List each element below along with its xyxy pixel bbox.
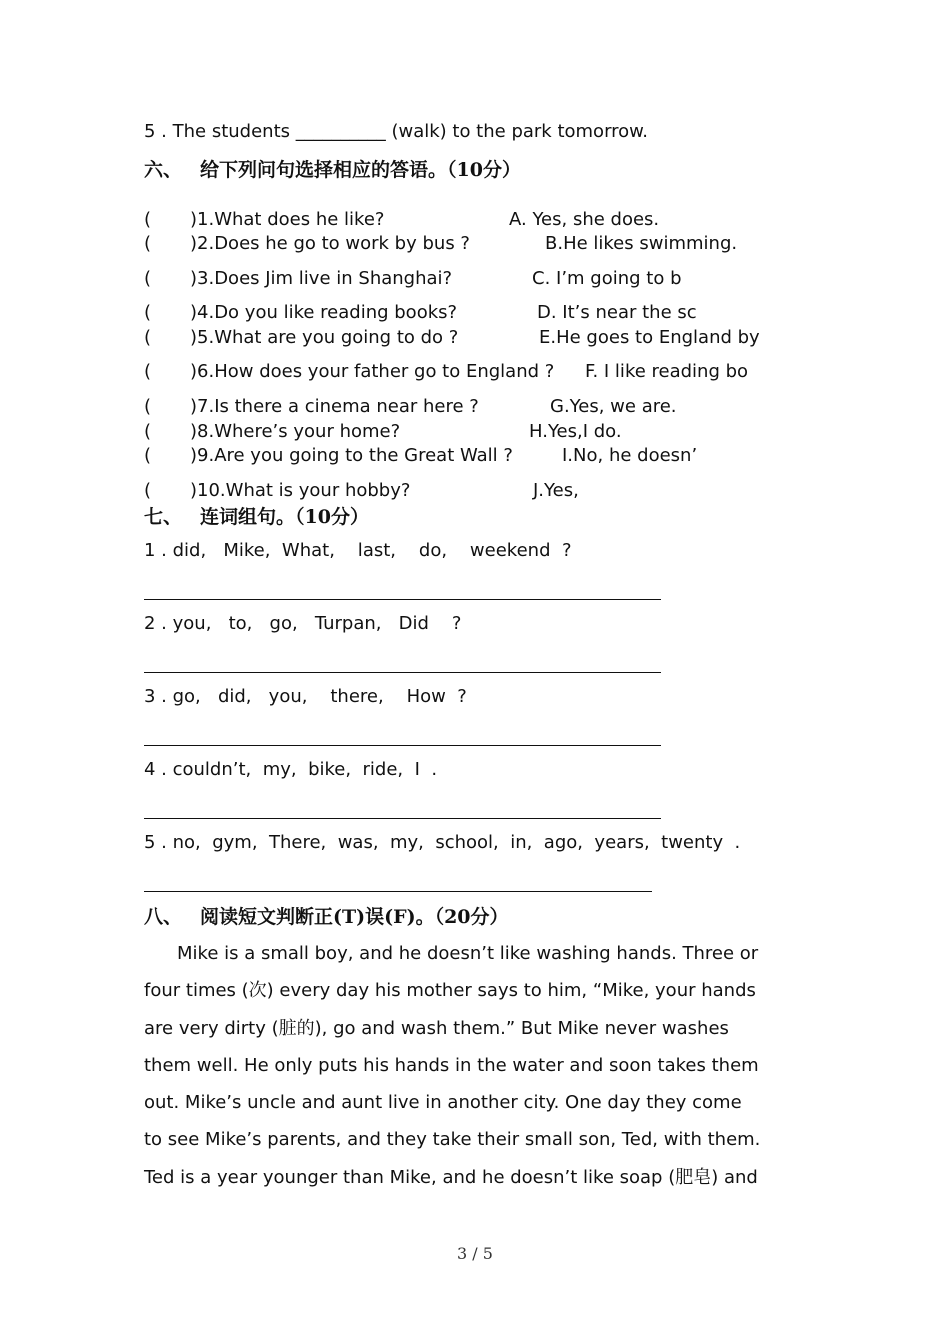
section-6-title: 给下列问句选择相应的答语。（10分）: [200, 159, 521, 181]
question-text: )2.Does he go to work by bus ?: [190, 233, 470, 254]
fill-blank-item-5: 5 . The students __________ (walk) to the park tomorrow.: [144, 121, 648, 142]
answer-line-2[interactable]: [144, 672, 661, 673]
question-text: )8.Where’s your home?: [190, 421, 401, 442]
page-number: 3 / 5: [457, 1244, 493, 1263]
passage-line: four times (次) every day his mother says to him, “Mike, your hands: [144, 980, 756, 1002]
passage-line: them well. He only puts his hands in the water and soon takes them: [144, 1054, 759, 1076]
question-text: )5.What are you going to do ?: [190, 327, 459, 348]
section-7-title: 连词组句。（10分）: [200, 506, 369, 528]
passage-line: out. Mike’s uncle and aunt live in another city. One day they come: [144, 1092, 742, 1114]
passage-line: Mike is a small boy, and he doesn’t like washing hands. Three or: [177, 943, 759, 964]
question-text: )7.Is there a cinema near here ?: [190, 396, 479, 417]
answer-paren[interactable]: (: [144, 209, 152, 230]
answer-paren[interactable]: (: [144, 233, 152, 254]
section-8-title: 阅读短文判断正(T)误(F)。（20分）: [200, 906, 509, 928]
answer-paren[interactable]: (: [144, 480, 152, 501]
answer-option: A. Yes, she does.: [509, 209, 660, 230]
answer-option: J.Yes,: [533, 480, 579, 501]
question-text: )3.Does Jim live in Shanghai?: [190, 268, 453, 289]
section-7-heading: [144, 505, 369, 529]
section-6-heading: [144, 158, 521, 182]
word-order-item-1: 1 . did, Mike, What, last, do, weekend ?: [144, 540, 572, 561]
word-order-item-2: 2 . you, to, go, Turpan, Did ?: [144, 613, 462, 634]
section-7-number: 七、: [144, 506, 183, 528]
answer-option: B.He likes swimming.: [545, 233, 738, 254]
word-order-item-5: 5 . no, gym, There, was, my, school, in, ago, years, twenty .: [144, 832, 741, 853]
section-8-heading: [144, 905, 509, 929]
answer-option: C. I’m going to b: [532, 268, 682, 289]
passage-line: Ted is a year younger than Mike, and he doesn’t like soap (肥皂) and: [144, 1166, 758, 1188]
answer-paren[interactable]: (: [144, 268, 152, 289]
answer-paren[interactable]: (: [144, 396, 152, 417]
answer-line-3[interactable]: [144, 745, 661, 746]
answer-option: D. It’s near the sc: [537, 302, 697, 323]
answer-option: F. I like reading bo: [585, 361, 749, 382]
answer-paren[interactable]: (: [144, 327, 152, 348]
answer-option: E.He goes to England by: [539, 327, 760, 348]
section-8-number: 八、: [144, 906, 183, 928]
passage-line: are very dirty (脏的), go and wash them.” But Mike never washes: [144, 1017, 729, 1039]
answer-paren[interactable]: (: [144, 361, 152, 382]
question-text: )1.What does he like?: [190, 209, 385, 230]
answer-option: H.Yes,I do.: [529, 421, 622, 442]
word-order-item-3: 3 . go, did, you, there, How ?: [144, 686, 467, 707]
question-text: )6.How does your father go to England ?: [190, 361, 555, 382]
answer-paren[interactable]: (: [144, 445, 152, 466]
word-order-item-4: 4 . couldn’t, my, bike, ride, I .: [144, 759, 438, 780]
answer-line-5[interactable]: [144, 891, 652, 892]
answer-option: I.No, he doesn’: [562, 445, 698, 466]
section-6-number: 六、: [144, 159, 183, 181]
question-text: )4.Do you like reading books?: [190, 302, 458, 323]
answer-paren[interactable]: (: [144, 302, 152, 323]
answer-paren[interactable]: (: [144, 421, 152, 442]
question-text: )10.What is your hobby?: [190, 480, 411, 501]
answer-option: G.Yes, we are.: [550, 396, 677, 417]
answer-line-1[interactable]: [144, 599, 661, 600]
passage-line: to see Mike’s parents, and they take their small son, Ted, with them.: [144, 1129, 761, 1151]
reading-passage: [144, 935, 814, 1196]
answer-line-4[interactable]: [144, 818, 661, 819]
question-text: )9.Are you going to the Great Wall ?: [190, 445, 513, 466]
